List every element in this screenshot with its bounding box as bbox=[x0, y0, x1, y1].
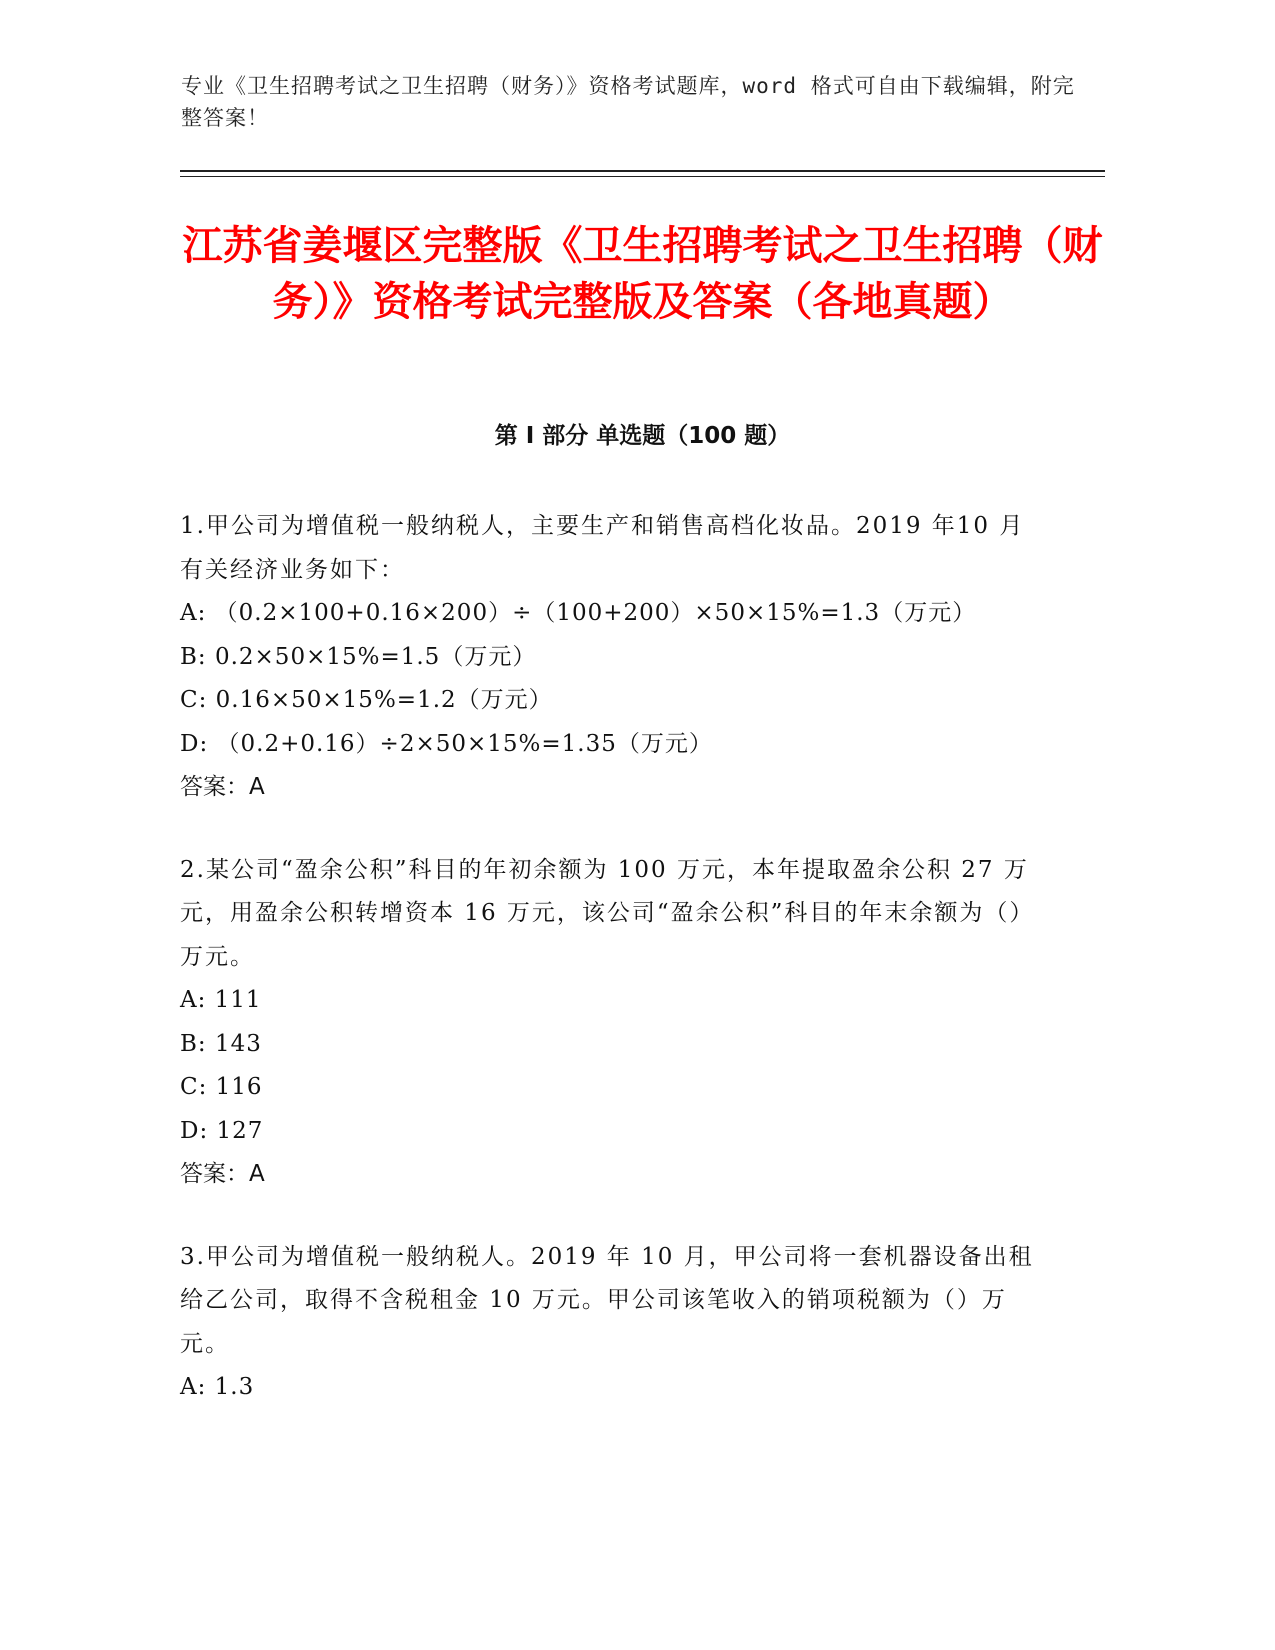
option-a: A: 111 bbox=[180, 987, 262, 1013]
section-title: 第 I 部分 单选题（100 题） bbox=[494, 423, 791, 449]
answer: 答案：A bbox=[180, 774, 265, 800]
question-stem: 3.甲公司为增值税一般纳税人。2019 年 10 月，甲公司将一套机器设备出租给乙公司，取得不含税租金 10 万元。甲公司该笔收入的销项税额为（）万元。 bbox=[180, 1243, 1034, 1357]
question-stem: 2.某公司“盈余公积”科目的年初余额为 100 万元，本年提取盈余公积 27 万元，用盈余公积转增资本 16 万元，该公司“盈余公积”科目的年末余额为（）万元。 bbox=[180, 856, 1035, 970]
header-note: 专业《卫生招聘考试之卫生招聘（财务）》资格考试题库，word 格式可自由下载编辑，附完整答案！ bbox=[181, 74, 1075, 130]
question-3 bbox=[180, 1236, 1040, 1410]
option-c: C: 0.16×50×15%=1.2（万元） bbox=[180, 687, 553, 713]
option-b: B: 0.2×50×15%=1.5（万元） bbox=[180, 643, 537, 670]
option-a: A: （0.2×100+0.16×200）÷（100+200）×50×15%=1.3（万元） bbox=[180, 600, 977, 626]
answer: 答案：A bbox=[180, 1161, 265, 1187]
question-stem: 1.甲公司为增值税一般纳税人，主要生产和销售高档化妆品。2019 年10 月有关经济业务如下： bbox=[180, 513, 1025, 583]
option-d: D: 127 bbox=[180, 1117, 264, 1144]
option-d: D: （0.2+0.16）÷2×50×15%=1.35（万元） bbox=[180, 730, 713, 757]
question-2 bbox=[180, 849, 1040, 1197]
document-title: 江苏省姜堰区完整版《卫生招聘考试之卫生招聘（财务）》资格考试完整版及答案（各地真题） bbox=[182, 223, 1103, 325]
header-divider-thin bbox=[180, 176, 1105, 177]
option-c: C: 116 bbox=[180, 1074, 263, 1100]
option-a: A: 1.3 bbox=[180, 1374, 255, 1400]
header-divider bbox=[180, 170, 1105, 172]
question-1 bbox=[180, 505, 1040, 810]
option-b: B: 143 bbox=[180, 1030, 262, 1057]
question-list bbox=[180, 505, 1040, 1449]
